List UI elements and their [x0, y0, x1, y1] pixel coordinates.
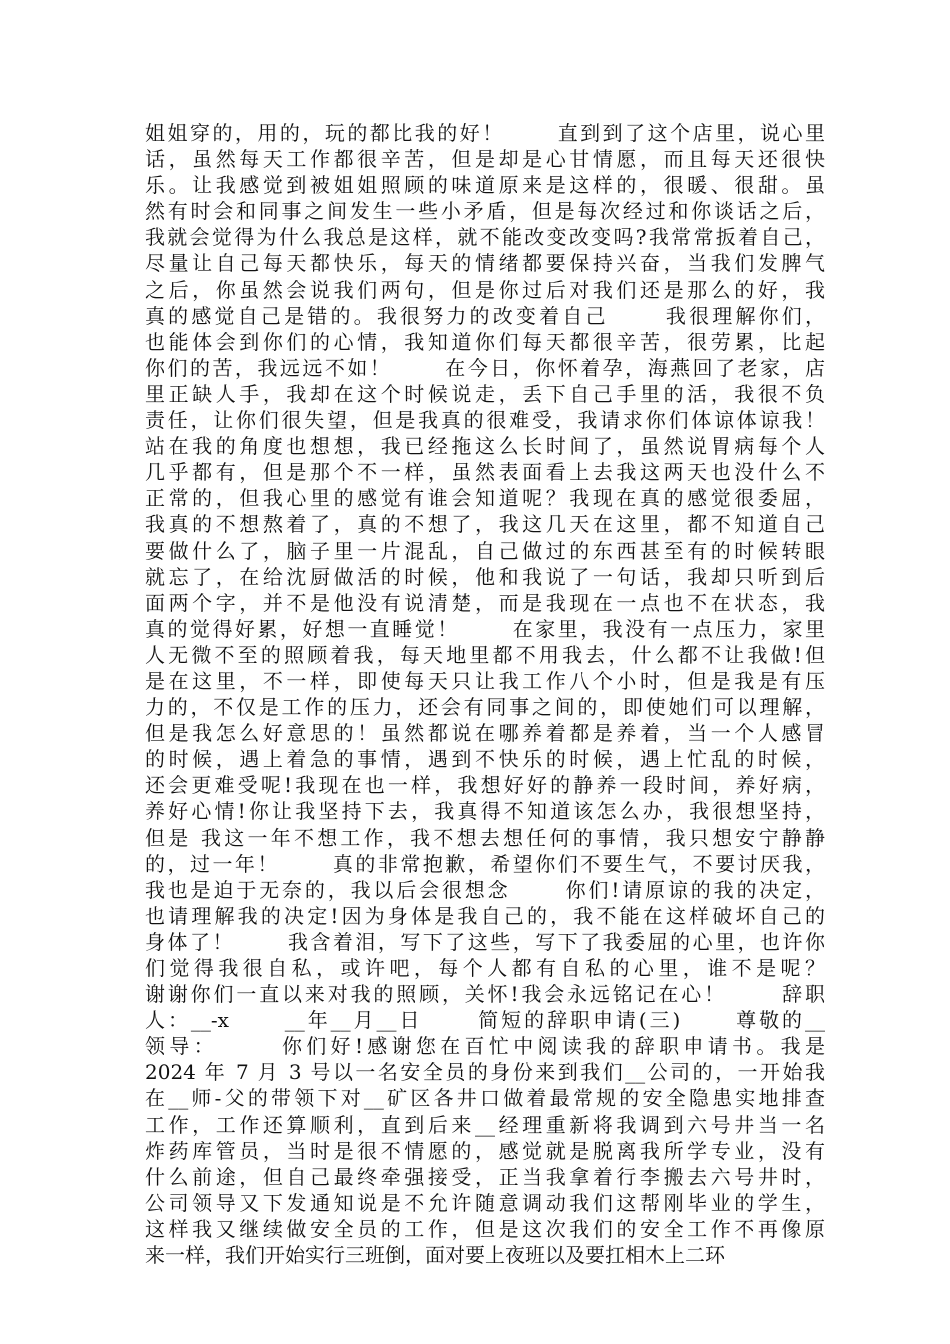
- text-line: 人：__-x __年__月__日 简短的辞职申请(三) 尊敬的__: [145, 1008, 825, 1033]
- text-line: 的时候，遇上着急的事情，遇到不快乐的时候，遇上忙乱的时候，: [145, 747, 825, 772]
- text-line: 姐姐穿的，用的，玩的都比我的好！ 直到到了这个店里，说心里: [145, 121, 825, 145]
- text-line: 乐。让我感觉到被姐姐照顾的味道原来是这样的，很暖、很甜。虽: [145, 173, 825, 198]
- text-line: 什么前途，但自己最终牵强接受，正当我拿着行李搬去六号井时，: [145, 1164, 825, 1189]
- text-line: 就忘了，在给沈厨做活的时候，他和我说了一句话，我却只听到后: [145, 564, 825, 589]
- text-line: 但是我怎么好意思的！虽然都说在哪养着都是养着，当一个人感冒: [145, 721, 825, 746]
- text-line: 在__师-父的带领下对__矿区各井口做着最常规的安全隐患实地排查: [145, 1086, 825, 1111]
- text-line: 来一样，我们开始实行三班倒，面对要上夜班以及要扛相木上二环: [145, 1243, 725, 1268]
- text-line: 正常的，但我心里的感觉有谁会知道呢？我现在真的感觉很委屈，: [145, 486, 825, 511]
- text-line: 也请理解我的决定!因为身体是我自己的，我不能在这样破坏自己的: [145, 903, 825, 928]
- text-line: 力的，不仅是工作的压力，还会有同事之间的，即使她们可以理解，: [145, 695, 825, 720]
- text-line: 尽量让自己每天都快乐，每天的情绪都要保持兴奋，当我们发脾气: [145, 251, 825, 276]
- text-line: 但是 我这一年不想工作，我不想去想任何的事情，我只想安宁静静: [145, 825, 825, 850]
- text-line: 责任，让你们很失望，但是我真的很难受，我请求你们体谅体谅我！: [145, 408, 825, 433]
- text-line: 站在我的角度也想想，我已经拖这么长时间了，虽然说胃病每个人: [145, 434, 825, 459]
- text-line: 人无微不至的照顾着我，每天地里都不用我去，什么都不让我做!但: [145, 642, 825, 667]
- text-line: 然有时会和同事之间发生一些小矛盾，但是每次经过和你谈话之后，: [145, 199, 825, 224]
- text-line: 要做什么了，脑子里一片混乱，自己做过的东西甚至有的时候转眼: [145, 538, 825, 563]
- text-line: 还会更难受呢!我现在也一样，我想好好的静养一段时间，养好病，: [145, 773, 825, 798]
- text-line: 2024 年 7 月 3 号以一名安全员的身份来到我们__公司的，一开始我: [145, 1060, 825, 1085]
- text-line: 养好心情!你让我坚持下去，我真得不知道该怎么办，我很想坚持，: [145, 799, 825, 824]
- text-line: 几乎都有，但是那个不一样，虽然表面看上去我这两天也没什么不: [145, 460, 825, 485]
- text-line: 面两个字，并不是他没有说清楚，而是我现在一点也不在状态，我: [145, 590, 825, 615]
- text-line: 话，虽然每天工作都很辛苦，但是却是心甘情愿，而且每天还很快: [145, 147, 825, 172]
- text-line: 我也是迫于无奈的，我以后会很想念 你们!请原谅的我的决定，: [145, 877, 825, 902]
- text-line: 之后，你虽然会说我们两句，但是你过后对我们还是那么的好，我: [145, 277, 825, 302]
- text-line: 公司领导又下发通知说是不允许随意调动我们这帮刚毕业的学生，: [145, 1190, 825, 1215]
- text-line: 的，过一年！ 真的非常抱歉，希望你们不要生气，不要讨厌我，: [145, 851, 825, 876]
- text-line: 我真的不想熬着了，真的不想了，我这几天在这里，都不知道自己: [145, 512, 825, 537]
- text-line: 你们的苦，我远远不如！ 在今日，你怀着孕，海燕回了老家，店: [145, 355, 825, 380]
- body-text: [145, 120, 825, 1268]
- text-line: 里正缺人手，我却在这个时候说走，丢下自己手里的活，我很不负: [145, 381, 825, 406]
- text-line: 是在这里，不一样，即使每天只让我工作八个小时，但是我是有压: [145, 668, 825, 693]
- text-line: 这样我又继续做安全员的工作，但是这次我们的安全工作不再像原: [145, 1216, 825, 1241]
- text-line: 我就会觉得为什么我总是这样，就不能改变改变吗?我常常扳着自己，: [145, 225, 825, 250]
- text-line: 真的觉得好累，好想一直睡觉！ 在家里，我没有一点压力，家里: [145, 616, 825, 641]
- text-line: 真的感觉自己是错的。我很努力的改变着自己 我很理解你们，: [145, 303, 825, 328]
- text-line: 也能体会到你们的心情，我知道你们每天都很辛苦，很劳累，比起: [145, 329, 825, 354]
- text-line: 领导： 你们好!感谢您在百忙中阅读我的辞职申请书。我是: [145, 1034, 825, 1059]
- text-line: 们觉得我很自私，或许吧，每个人都有自私的心里，谁不是呢？: [145, 956, 825, 980]
- text-line: 谢谢你们一直以来对我的照顾，关怀!我会永远铭记在心！ 辞职: [145, 982, 825, 1007]
- text-line: 工作，工作还算顺利，直到后来__经理重新将我调到六号井当一名: [145, 1112, 825, 1137]
- text-line: 炸药库管员，当时是很不情愿的，感觉就是脱离我所学专业，没有: [145, 1138, 825, 1163]
- text-line: 身体了！ 我含着泪，写下了这些，写下了我委屈的心里，也许你: [145, 929, 825, 954]
